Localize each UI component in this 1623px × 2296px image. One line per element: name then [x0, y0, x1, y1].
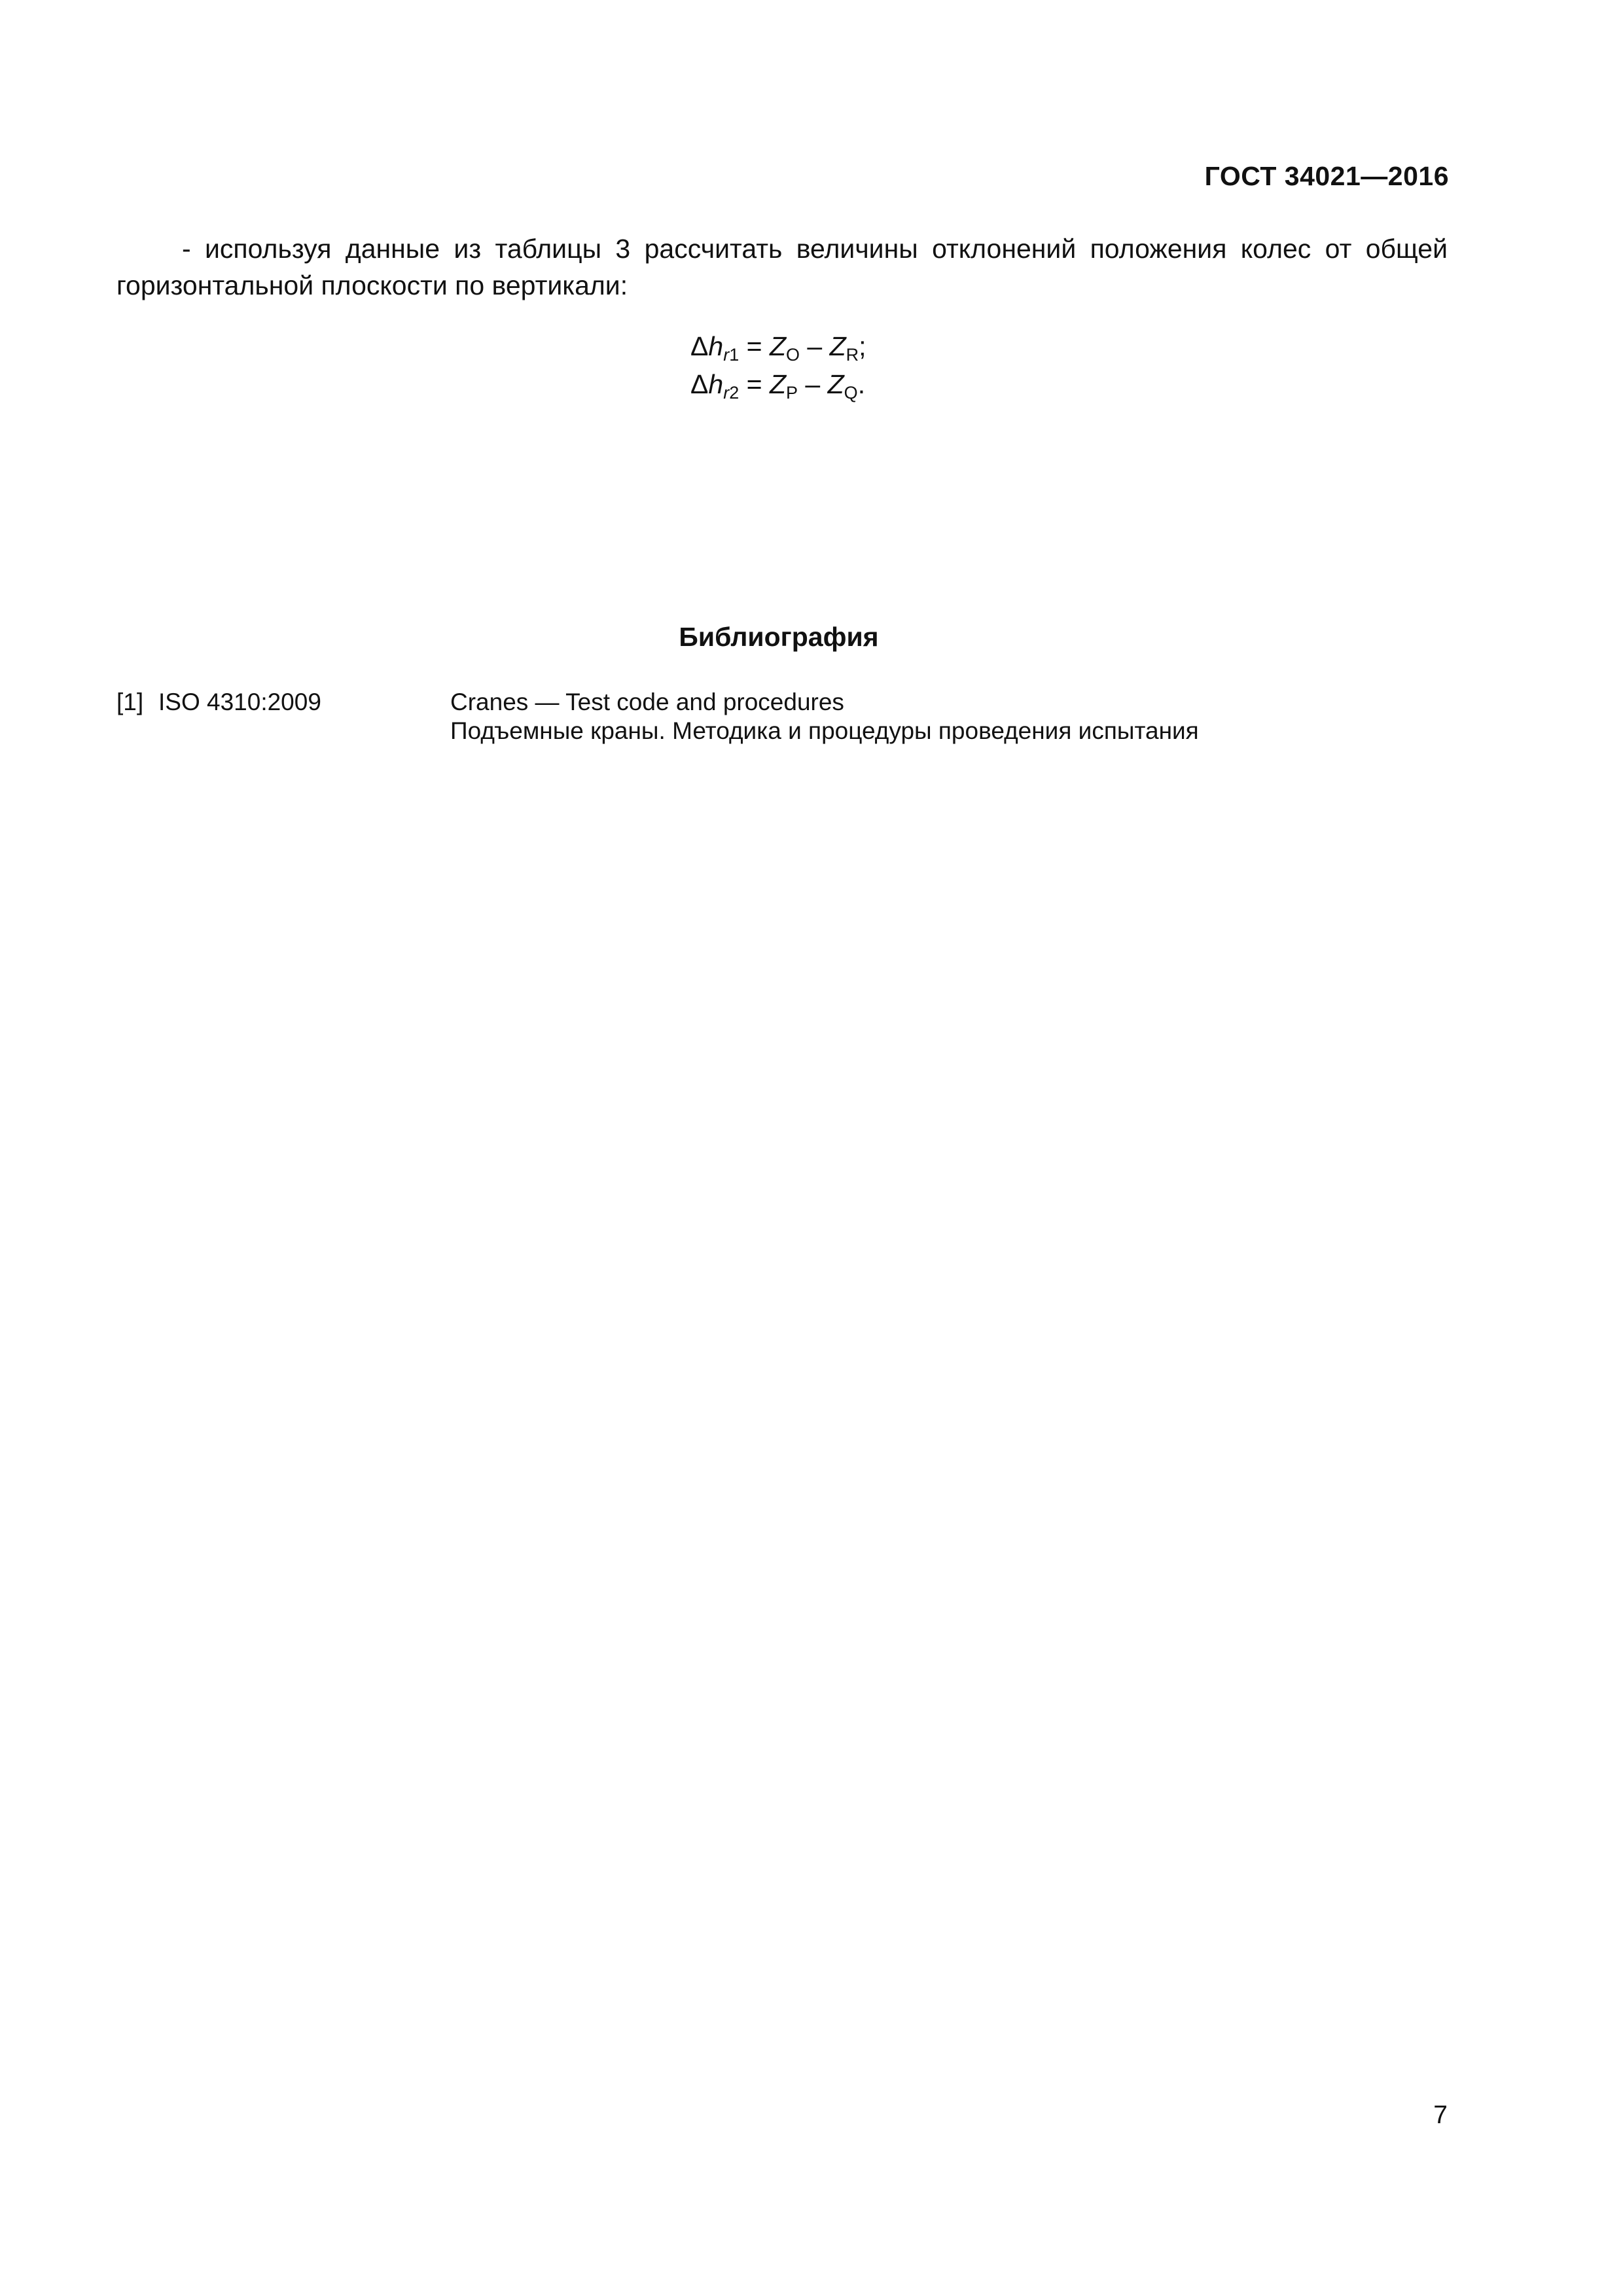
paragraph-line-1: - используя данные из таблицы 3 рассчитать величины отклонений положения колес от общей — [182, 234, 1448, 264]
page-number: 7 — [1433, 2101, 1448, 2129]
paragraph-line-2: горизонтальной плоскости по вертикали: — [116, 270, 628, 300]
body-paragraph — [116, 230, 1448, 304]
formula-1-z2: Z — [829, 331, 846, 361]
bibliography-entry-title-ru: Подъемные краны. Методика и процедуры проведения испытания — [450, 717, 1199, 744]
bibliography-title: Библиография — [679, 622, 879, 652]
formula-1-subscript — [723, 345, 739, 365]
formula-2-subscript — [723, 383, 739, 403]
formula-block — [690, 327, 866, 403]
bibliography-entry-code: ISO 4310:2009 — [158, 689, 321, 715]
formula-1-delta: Δ — [690, 331, 709, 361]
formula-2-sub-number: 2 — [729, 383, 740, 403]
formula-1-end: ; — [859, 331, 866, 361]
bibliography-entry-title-en: Cranes — Test code and procedures — [450, 689, 844, 715]
bibliography-entry-titles — [450, 688, 1199, 745]
formula-2-delta: Δ — [690, 369, 709, 399]
formula-1-z1: Z — [769, 331, 787, 361]
formula-2-z1: Z — [769, 369, 787, 399]
formula-2-minus: – — [798, 369, 828, 399]
formula-1-var: h — [708, 331, 724, 361]
formula-2-z1-sub: P — [786, 383, 798, 403]
formula-2-var: h — [708, 369, 724, 399]
formula-2-sub-letter: r — [723, 383, 730, 403]
formula-2-equals: = — [739, 369, 770, 399]
formula-1 — [690, 327, 866, 365]
bibliography-entry-number: [1] — [116, 689, 144, 715]
formula-1-z2-sub: R — [846, 345, 859, 365]
formula-2-z2-sub: Q — [844, 383, 858, 403]
document-standard-code: ГОСТ 34021—2016 — [1204, 161, 1449, 191]
formula-2-z2: Z — [827, 369, 844, 399]
formula-2 — [690, 365, 866, 403]
formula-1-minus: – — [800, 331, 830, 361]
formula-1-sub-letter: r — [723, 345, 730, 365]
formula-1-z1-sub: O — [786, 345, 800, 365]
formula-2-end: . — [857, 369, 866, 399]
formula-1-equals: = — [739, 331, 770, 361]
formula-1-sub-number: 1 — [729, 345, 740, 365]
